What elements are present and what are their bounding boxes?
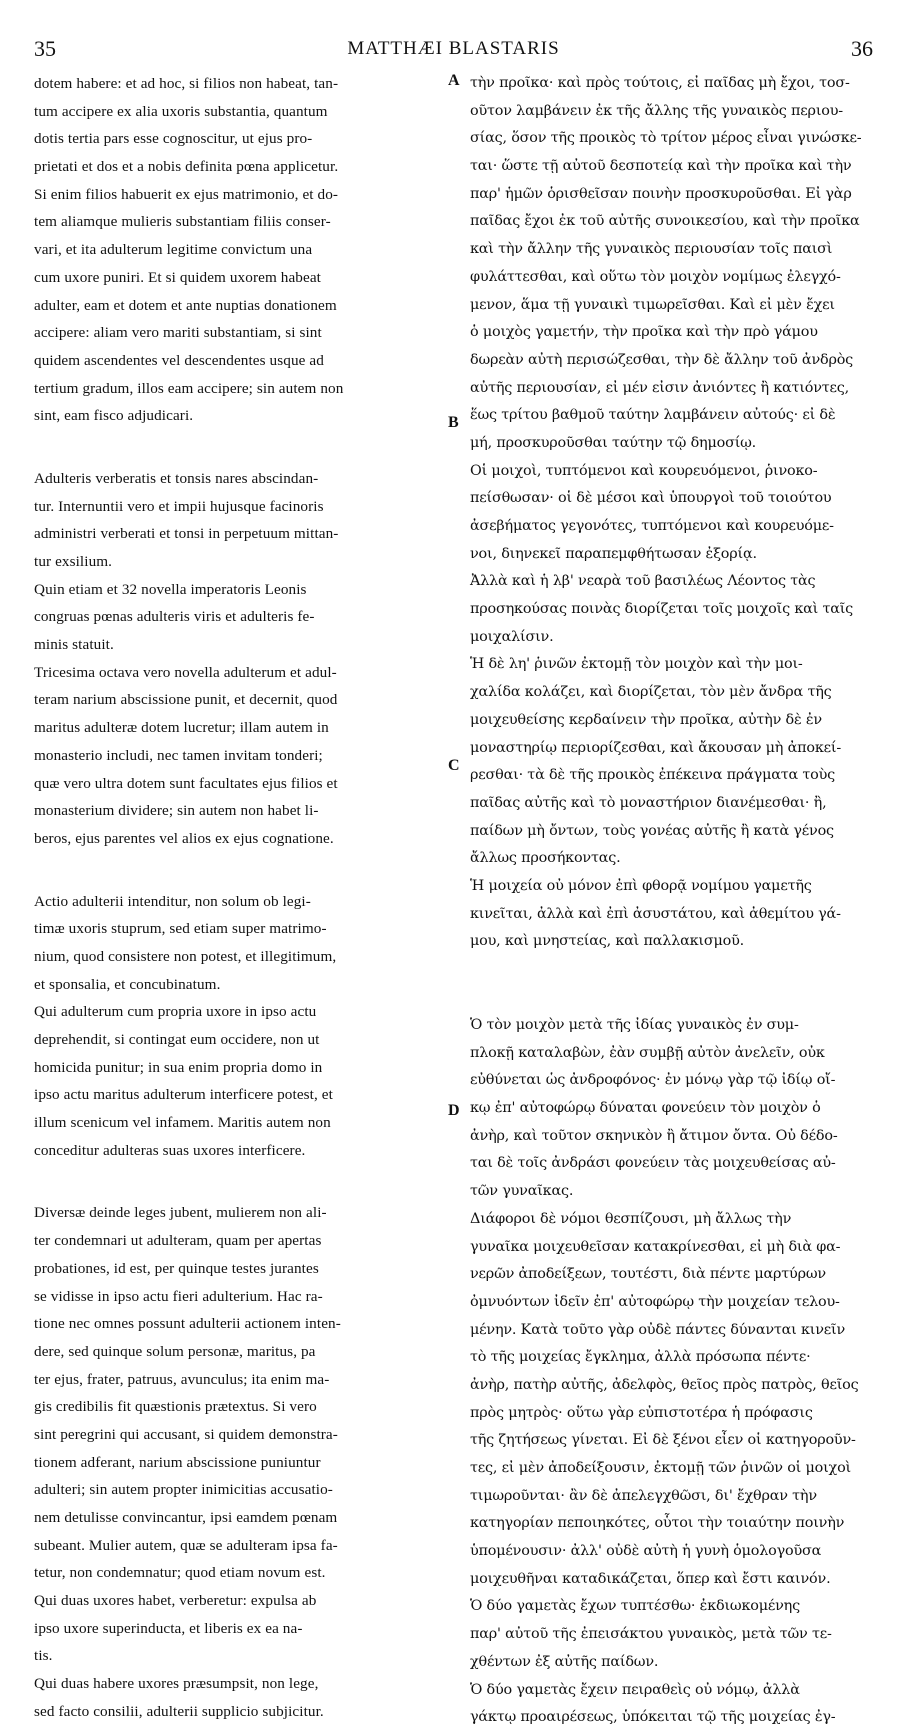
latin-text-line: Actio adulterii intenditur, non solum ob legi-: [34, 892, 311, 910]
greek-text-line: παίδων μὴ ὄντων, τοὺς γονέας αὐτῆς ἢ κατὰ γένος: [470, 822, 834, 839]
greek-text-line: Ὁ τὸν μοιχὸν μετὰ τῆς ἰδίας γυναικὸς ἐν συμ-: [470, 1017, 799, 1033]
greek-text-line: τῶν γυναῖκας.: [470, 1183, 574, 1200]
latin-text-line: et sponsalia, et concubinatum.: [34, 975, 221, 993]
latin-text-line: Qui duas uxores habet, verberetur: expulsa ab: [34, 1592, 317, 1610]
latin-text-line: illum scenicum vel infamem. Maritis autem non: [34, 1114, 331, 1132]
greek-text-line: πλοκῇ καταλαβὼν, ἐὰν συμβῇ αὐτὸν ἀνελεῖν, οὐκ: [470, 1044, 825, 1061]
latin-text-line: nium, quod consistere non potest, et illegitimum,: [34, 947, 337, 965]
latin-text-line: prietati et dos et a nobis definita pœna applicetur.: [34, 158, 339, 176]
latin-text-line: se vidisse in ipso actu fieri adulterium. Hac ra-: [34, 1287, 323, 1305]
latin-text-line: dere, sed quinque solum personæ, maritus, pa: [34, 1342, 316, 1360]
latin-text-line: sint, eam fisco adjudicari.: [34, 407, 194, 425]
greek-text-line: Ὁ δύο γαμετὰς ἔχων τυπτέσθω· ἐκδιωκομένης: [470, 1598, 800, 1615]
greek-text-line: ται· ὥστε τῇ αὐτοῦ δεσποτείᾳ καὶ τὴν προῖκα καὶ τὴν: [470, 158, 852, 175]
latin-text-line: dotem habere: et ad hoc, si filios non habeat, tan-: [34, 75, 339, 92]
greek-text-line: τῆς ζητήσεως γίνεται. Εἰ δὲ ξένοι εἶεν οἱ κατηγοροῦν-: [470, 1432, 856, 1449]
greek-text-line: παῖδας αὐτῆς καὶ τὸ μοναστήριον διανέμεσθαι· ἢ,: [470, 794, 827, 811]
latin-text-line: homicida punitur; in sua enim propria domo in: [34, 1058, 323, 1076]
latin-text-line: ter condemnari ut adulteram, quam per apertas: [34, 1232, 322, 1250]
latin-text-line: adulteri; sin autem propter inimicitias accusatio-: [34, 1481, 333, 1499]
latin-text-line: tis.: [34, 1647, 53, 1665]
latin-text-line: sed facto consilii, adulterii supplicio subjicitur.: [34, 1702, 324, 1720]
greek-text-line: γάκτῳ προαιρέσεως, ὑπόκειται τῷ τῆς μοιχείας ἐγ-: [470, 1709, 836, 1726]
greek-text-line: αὐτῆς περιουσίαν, εἰ μέν εἰσιν ἀνιόντες ἢ κατιόντες,: [470, 379, 850, 396]
greek-text-line: ρεσθαι· τὰ δὲ τῆς προικὸς ἐπέκεινα πράγματα τοὺς: [470, 767, 836, 784]
greek-text-line: ὁ μοιχὸς γαμετήν, τὴν προῖκα καὶ τὴν πρὸ γάμου: [470, 324, 818, 341]
page-number-right: 36: [851, 36, 873, 61]
greek-text-line: χαλίδα κολάζει, καὶ διορίζεται, τὸν μὲν ἄνδρα τῆς: [470, 684, 832, 701]
latin-text-line: tur. Internuntii vero et impii hujusque facinoris: [34, 497, 324, 515]
greek-text-line: γυναῖκα μοιχευθεῖσαν κατακρίνεσθαι, εἰ μὴ διὰ φα-: [470, 1238, 841, 1255]
latin-text-line: conceditur adulteras suas uxores interficere.: [34, 1141, 306, 1159]
running-title: MATTHÆI BLASTARIS: [347, 38, 560, 59]
greek-text-line: μου, καὶ μνηστείας, καὶ παλλακισμοῦ.: [470, 933, 745, 950]
latin-text-line: tione nec omnes possunt adulterii actionem inten-: [34, 1315, 341, 1333]
greek-text-line: χθέντων ἐξ αὐτῆς παίδων.: [470, 1653, 659, 1670]
greek-text-line: τὴν προῖκα· καὶ πρὸς τούτοις, εἰ παῖδας μὴ ἔχοι, τοσ-: [470, 75, 850, 91]
page-number-left: 35: [34, 36, 56, 61]
greek-text-line: μοιχευθείσης κερδαίνειν τὴν προῖκα, αὐτὴν δὲ ἐν: [470, 711, 822, 728]
latin-text-line: subeant. Mulier autem, quæ se adulteram ipsa fa-: [34, 1536, 338, 1554]
latin-text-line: tem aliamque mulieris substantiam filiis conser-: [34, 213, 331, 231]
greek-text-line: καὶ τὴν ἄλλην τῆς γυναικὸς περιουσίαν τοῖς παισὶ: [470, 241, 833, 258]
page-header: [34, 30, 873, 60]
latin-text-line: quidem ascendentes vel descendentes usque ad: [34, 351, 324, 369]
latin-text-line: Tricesima octava vero novella adulterum et adul-: [34, 663, 337, 681]
greek-text-line: φυλάττεσθαι, καὶ οὕτω τὸν μοιχὸν νομίμως ἐλεγχό-: [470, 268, 841, 285]
latin-text-line: cum uxore puniri. Et si quidem uxorem habeat: [34, 268, 321, 286]
latin-text-line: [34, 430, 444, 465]
latin-text-line: dotis tertia pars esse cognoscitur, ut ejus pro-: [34, 130, 313, 148]
greek-text-line: μένην. Κατὰ τοῦτο γὰρ οὐδὲ πάντες δύνανται κινεῖν: [470, 1321, 846, 1338]
latin-text-line: Diversæ deinde leges jubent, mulierem non ali-: [34, 1204, 327, 1222]
latin-text-line: sint peregrini qui accusant, si quidem demonstra-: [34, 1425, 338, 1443]
greek-text-line: σίας, ὅσον τῆς προικὸς τὸ τρίτον μέρος εἶναι γινώσκε-: [470, 130, 862, 147]
latin-text-line: vari, et ita adulterum legitime convictum una: [34, 241, 313, 259]
greek-text-line: εὐθύνεται ὡς ἀνδροφόνος· ἐν μόνῳ γὰρ τῷ ἰδίῳ οἴ-: [470, 1072, 836, 1089]
greek-text-line: Ἡ δὲ λη' ῥινῶν ἐκτομῇ τὸν μοιχὸν καὶ τὴν μοι-: [470, 656, 803, 673]
greek-text-line: πείσθωσαν· οἱ δὲ μέσοι καὶ ὑπουργοὶ τοῦ τοιούτου: [470, 490, 832, 507]
greek-text-line: τες, εἰ μὲν ἀποδείξουσιν, ἐκτομῇ τῶν ῥινῶν οἱ μοιχοὶ: [470, 1460, 851, 1476]
latin-text-line: Adulteris verberatis et tonsis nares abscindan-: [34, 469, 319, 487]
margin-marker-a: A: [448, 72, 460, 89]
greek-text-line: παῖδας ἔχοι ἐκ τοῦ αὐτῆς συνοικεσίου, καὶ τὴν προῖκα: [470, 213, 860, 230]
latin-text-line: ipso uxore superinducta, et liberis ex ea na-: [34, 1619, 303, 1637]
latin-text-line: minis statuit.: [34, 636, 114, 654]
greek-text-line: ἄλλως προσήκοντας.: [470, 850, 621, 867]
greek-text-line: Ἡ μοιχεία οὐ μόνον ἐπὶ φθορᾷ νομίμου γαμετῆς: [470, 877, 812, 894]
latin-text-line: [34, 853, 444, 888]
latin-text-line: Si enim filios habuerit ex ejus matrimonio, et do-: [34, 185, 339, 203]
latin-text-line: adulter, eam et dotem et ante nuptias donationem: [34, 296, 337, 314]
latin-text-line: Qui adulterum cum propria uxore in ipso actu: [34, 1003, 317, 1021]
greek-text-line: δωρεὰν αὐτὴ περισώζεσθαι, τὴν δὲ ἄλλην τοῦ ἀνδρὸς: [470, 351, 854, 368]
latin-text-line: maritus adulteræ dotem lucretur; illam autem in: [34, 719, 329, 737]
greek-text-line: μενον, ἅμα τῇ γυναικὶ τιμωρεῖσθαι. Καὶ εἰ μὲν ἔχει: [470, 296, 835, 313]
latin-text-line: teram narium abscissione punit, et decernit, quod: [34, 691, 338, 709]
greek-text-line: ὑπομένουσιν· ἀλλ' οὐδὲ αὐτὴ ἡ γυνὴ ὁμολογοῦσα: [470, 1543, 822, 1560]
latin-text-line: congruas pœnas adulteris viris et adulteris fe-: [34, 608, 315, 626]
latin-text-line: deprehendit, si contingat eum occidere, non ut: [34, 1031, 320, 1048]
greek-text-line: [470, 956, 880, 1012]
greek-text-line: νερῶν ἀποδείξεων, τουτέστι, διὰ πέντε μαρτύρων: [470, 1266, 826, 1283]
latin-text-line: tetur, non condemnatur; quod etiam novum est.: [34, 1564, 326, 1582]
greek-text-line: ἀσεβήματος γεγονότες, τυπτόμενοι καὶ κουρευόμε-: [470, 518, 834, 534]
greek-text-line: τιμωροῦνται· ἂν δὲ ἀπελεγχθῶσι, δι' ἔχθραν τὴν: [470, 1487, 817, 1504]
latin-text-line: administri verberati et tonsi in perpetuum mittan-: [34, 525, 339, 543]
latin-text-line: ter ejus, frater, patruus, avunculus; ita enim ma-: [34, 1370, 330, 1388]
greek-text-line: νοι, διηνεκεῖ παραπεμφθήτωσαν ἐξορίᾳ.: [470, 545, 757, 562]
latin-text-line: Quin etiam et 32 novella imperatoris Leonis: [34, 580, 307, 598]
latin-text-line: tum accipere ex alia uxoris substantia, quantum: [34, 102, 328, 120]
greek-text-line: τὸ τῆς μοιχείας ἔγκλημα, ἀλλὰ πρόσωπα πέντε·: [470, 1349, 811, 1366]
greek-column: [470, 70, 880, 1732]
greek-text-line: Οἱ μοιχοὶ, τυπτόμενοι καὶ κουρευόμενοι, ῥινοκο-: [470, 462, 818, 479]
latin-text-line: Qui duas habere uxores præsumpsit, non lege,: [34, 1675, 319, 1693]
greek-text-line: Διάφοροι δὲ νόμοι θεσπίζουσι, μὴ ἄλλως τὴν: [470, 1210, 792, 1227]
greek-text-line: Ἀλλὰ καὶ ἡ λβ' νεαρὰ τοῦ βασιλέως Λέοντος τὰς: [470, 573, 816, 590]
margin-marker-b: B: [448, 414, 459, 431]
greek-text-line: ἕως τρίτου βαθμοῦ ταύτην λαμβάνειν αὐτούς· εἰ δὲ: [470, 407, 836, 424]
latin-text-line: monasterium dividere; sin autem non habet li-: [34, 802, 319, 820]
margin-marker-d: D: [448, 1102, 460, 1119]
latin-text-line: tertium gradum, illos eam accipere; sin autem non: [34, 379, 344, 397]
latin-text-line: beros, ejus parentes vel alios ex ejus cognatione.: [34, 829, 334, 847]
greek-text-line: παρ' αὐτοῦ τῆς ἐπεισάκτου γυναικὸς, μετὰ τῶν τε-: [470, 1626, 832, 1643]
greek-text-line: μοιχαλίσιν.: [470, 628, 554, 645]
latin-text-line: quæ vero ultra dotem sunt facultates ejus filios et: [34, 774, 338, 792]
greek-text-line: Ὁ δύο γαμετὰς ἔχειν πειραθεὶς οὐ νόμῳ, ἀλλὰ: [470, 1681, 800, 1698]
latin-text-line: nem detulisse convincantur, ipsi eamdem pœnam: [34, 1509, 338, 1526]
latin-text-line: tionem adferant, narium abscissione puniuntur: [34, 1453, 321, 1471]
greek-text-line: μή, προσκυροῦσθαι ταύτην τῷ δημοσίῳ.: [470, 434, 757, 451]
latin-text-line: gis credibilis fit quæstionis prætextus. Si vero: [34, 1398, 317, 1416]
latin-text-line: accipere: aliam vero mariti substantiam, si sint: [34, 324, 322, 342]
greek-text-line: ἀνὴρ, πατὴρ αὐτῆς, ἀδελφὸς, θεῖος πρὸς πατρὸς, θεῖος: [470, 1376, 859, 1393]
greek-text-line: παρ' ἡμῶν ὁρισθεῖσαν ποινὴν προσκυροῦσθαι. Εἰ γὰρ: [470, 185, 852, 202]
greek-text-line: πρὸς μητρὸς· οὕτω γὰρ εὐπιστοτέρα ἡ πρόφασις: [470, 1404, 813, 1421]
greek-text-line: κατηγορίαν πεποιηκότες, οὗτοι τὴν τοιαύτην ποινὴν: [470, 1515, 845, 1532]
greek-text-line: οῦτον λαμβάνειν ἐκ τῆς ἄλλης τῆς γυναικὸς περιου-: [470, 102, 843, 119]
latin-text-line: monasterio includi, nec tamen invitam tonderi;: [34, 746, 323, 764]
margin-marker-c: C: [448, 757, 460, 774]
latin-column: [34, 70, 444, 1726]
greek-text-line: προσηκούσας ποινὰς διορίζεται τοῖς μοιχοῖς καὶ ταῖς: [470, 601, 854, 618]
greek-text-line: κινεῖται, ἀλλὰ καὶ ἐπὶ ἀσυστάτου, καὶ ἀθεμίτου γά-: [470, 905, 841, 922]
greek-text-line: μοναστηρίῳ περιορίζεσθαι, καὶ ἄκουσαν μὴ ἀποκεί-: [470, 739, 841, 756]
greek-text-line: ται δὲ τοῖς ἀνδράσι φονεύειν τὰς μοιχευθείσας αὐ-: [470, 1155, 836, 1172]
greek-text-line: κῳ ἐπ' αὐτοφώρῳ δύναται φονεύειν τὸν μοιχὸν ὁ: [470, 1100, 821, 1117]
greek-text-line: μοιχευθῆναι καταδικάζεται, ὅπερ καὶ ἔστι καινόν.: [470, 1570, 831, 1587]
latin-text-line: ipso actu maritus adulterum interficere potest, et: [34, 1086, 333, 1104]
latin-text-line: tur exsilium.: [34, 553, 113, 570]
greek-text-line: ἀνὴρ, καὶ τοῦτον σκηνικὸν ἢ ἄτιμον ὄντα. Οὐ δέδο-: [470, 1127, 838, 1144]
greek-text-line: ὀμνυόντων ἰδεῖν ἐπ' αὐτοφώρῳ τὴν μοιχείαν τελου-: [470, 1293, 840, 1310]
latin-text-line: timæ uxoris stuprum, sed etiam super matrimo-: [34, 920, 327, 938]
latin-text-line: probationes, id est, per quinque testes jurantes: [34, 1259, 319, 1277]
latin-text-line: [34, 1164, 444, 1199]
